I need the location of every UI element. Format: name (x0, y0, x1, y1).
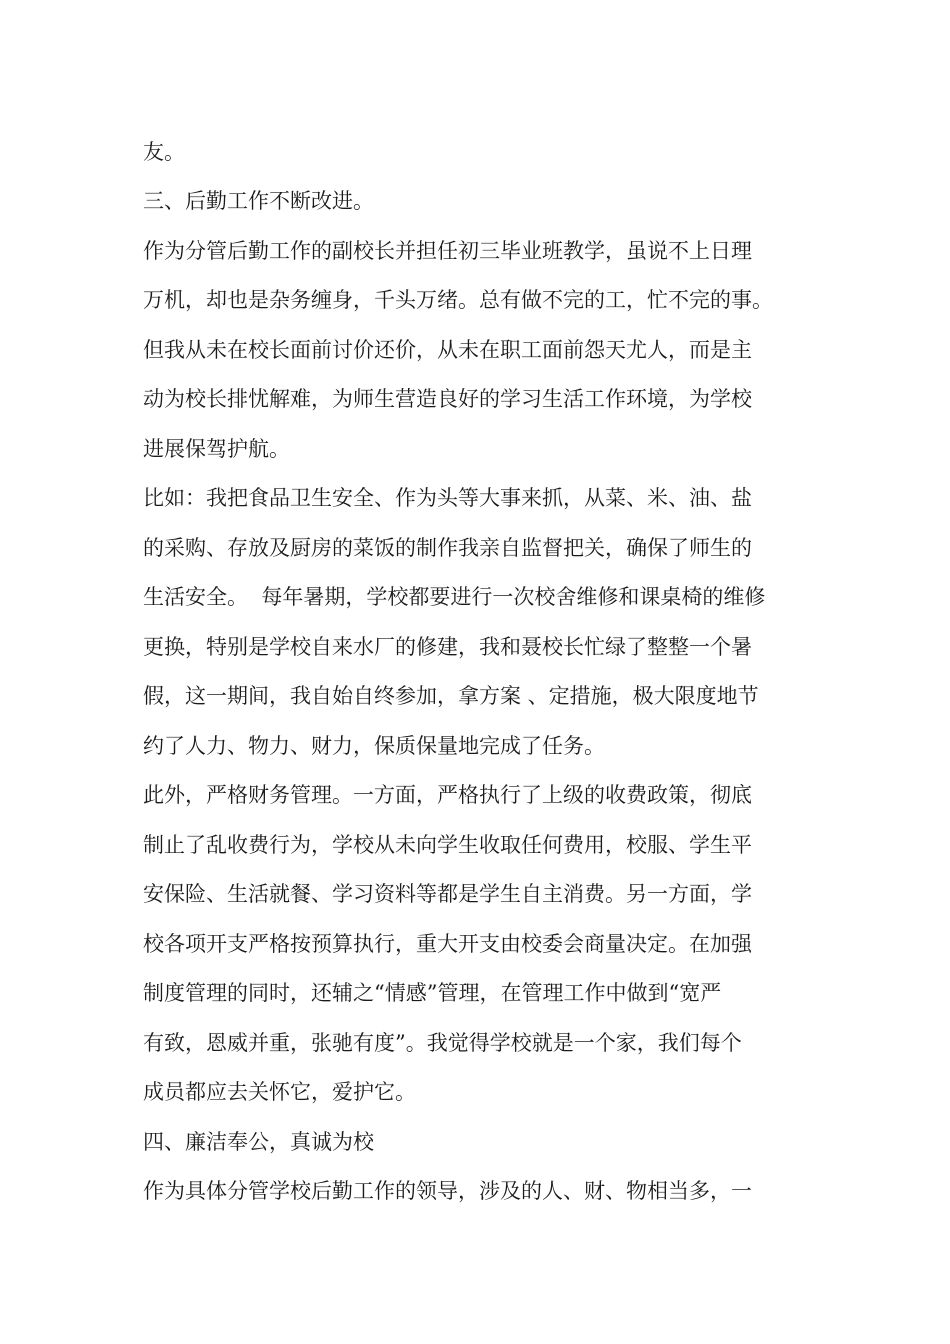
text-line: 作为具体分管学校后勤工作的领导，涉及的人、财、物相当多，一 (143, 1179, 752, 1203)
text-line: 但我从未在校长面前讨价还价，从未在职工面前怨天尤人，而是主 (143, 338, 752, 362)
text-line: 假，这一期间，我自始自终参加，拿方案 、定措施，极大限度地节 (143, 684, 759, 708)
text-line: 此外，严格财务管理。一方面，严格执行了上级的收费政策，彻底 (143, 783, 752, 807)
text-line: 更换，特别是学校自来水厂的修建，我和聂校长忙绿了整整一个暑 (143, 635, 752, 659)
section-heading: 四、廉洁奉公，真诚为校 (143, 1130, 374, 1154)
text-line: 安保险、生活就餐、学习资料等都是学生自主消费。另一方面，学 (143, 882, 752, 906)
text-line: 作为分管后勤工作的副校长并担任初三毕业班教学，虽说不上日理 (143, 239, 752, 263)
text-line: 万机，却也是杂务缠身，千头万绪。总有做不完的工，忙不完的事。 (143, 288, 773, 312)
text-line: 的采购、存放及厨房的菜饭的制作我亲自监督把关，确保了师生的 (143, 536, 752, 560)
section-heading: 三、后勤工作不断改进。 (143, 189, 374, 213)
text-line: 比如：我把食品卫生安全、作为头等大事来抓，从菜、米、油、盐 (143, 486, 752, 510)
text-line: 制度管理的同时，还辅之“情感”管理，在管理工作中做到“宽严 (143, 981, 722, 1005)
text-line: 友。 (143, 140, 185, 164)
text-line: 约了人力、物力、财力，保质保量地完成了任务。 (143, 734, 605, 758)
text-line: 有致，恩威并重，张驰有度”。我觉得学校就是一个家，我们每个 (143, 1031, 742, 1055)
text-line: 生活安全。 每年暑期，学校都要进行一次校舍维修和课桌椅的维修 (143, 585, 766, 609)
text-line: 制止了乱收费行为，学校从未向学生收取任何费用，校服、学生平 (143, 833, 752, 857)
text-line: 成员都应去关怀它，爱护它。 (143, 1080, 416, 1104)
text-line: 动为校长排忧解难，为师生营造良好的学习生活工作环境，为学校 (143, 387, 752, 411)
text-line: 校各项开支严格按预算执行，重大开支由校委会商量决定。在加强 (143, 932, 752, 956)
text-line: 进展保驾护航。 (143, 437, 290, 461)
